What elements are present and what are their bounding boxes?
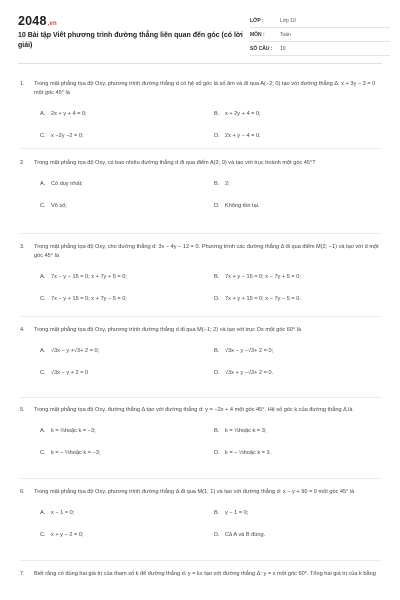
option-key: C.: [40, 203, 46, 209]
question-divider: [20, 148, 382, 149]
question-stem: [20, 326, 382, 335]
option-text: Vô số;: [51, 203, 67, 209]
option-text: 7x + y − 15 = 0; x − 7y + 5 = 0;: [225, 274, 301, 280]
meta-value: Toán: [280, 31, 291, 38]
option-key: B.: [214, 111, 220, 117]
option-text: Cả A và B đúng.: [225, 532, 266, 538]
option-key: B.: [214, 181, 220, 187]
option-key: B.: [214, 510, 220, 516]
question-number: 5.: [20, 407, 25, 413]
meta-row-count: [250, 42, 390, 56]
question-6: [20, 488, 382, 537]
option-a[interactable]: [40, 427, 200, 436]
question-divider: [20, 316, 382, 317]
option-b[interactable]: [214, 180, 374, 189]
meta-label: SỐ CÂU :: [250, 45, 273, 52]
question-stem: [20, 406, 382, 415]
option-b[interactable]: [214, 347, 374, 356]
question-stem: [20, 80, 382, 98]
option-c[interactable]: [40, 369, 200, 378]
meta-table: [250, 14, 390, 56]
option-text: 2x + y + 4 = 0;: [51, 111, 87, 117]
question-text: Trong mặt phẳng tọa độ Oxy, phương trình đường thẳng d có hệ số góc là số âm và đi qua A(−2; 0) tạo với đường thẳng Δ: x + 3y − 3 = 0 một góc 45° là: [34, 81, 376, 96]
option-key: D.: [214, 133, 220, 139]
option-text: √3x − y +√3+ 2 = 0;: [51, 348, 100, 354]
option-key: D.: [214, 450, 220, 456]
option-a[interactable]: [40, 273, 200, 282]
option-text: 7x − y − 15 = 0; x + 7y + 5 = 0;: [51, 274, 127, 280]
option-key: A.: [40, 181, 46, 187]
option-key: D.: [214, 203, 220, 209]
option-key: A.: [40, 428, 46, 434]
option-d[interactable]: [214, 369, 374, 378]
option-key: A.: [40, 510, 46, 516]
option-key: C.: [40, 296, 46, 302]
question-2: [20, 159, 382, 208]
option-key: B.: [214, 274, 220, 280]
question-text: Trong mặt phẳng tọa độ Oxy, cho đường thẳng d: 3x − 4y − 12 = 0. Phương trình các đường thẳng Δ đi qua điểm M(2; −1) và tạo với d một góc 45° là: [34, 244, 379, 259]
option-key: D.: [214, 532, 220, 538]
meta-row-class: [250, 14, 390, 28]
option-d[interactable]: [214, 202, 374, 211]
meta-label: MÔN :: [250, 31, 265, 38]
option-key: A.: [40, 111, 46, 117]
logo-suffix: .vn: [47, 21, 57, 27]
option-text: x + y − 2 = 0;: [51, 532, 84, 538]
option-c[interactable]: [40, 531, 200, 540]
option-text: y − 1 = 0;: [225, 510, 249, 516]
option-key: D.: [214, 296, 220, 302]
option-b[interactable]: [214, 273, 374, 282]
option-b[interactable]: [214, 427, 374, 436]
option-b[interactable]: [214, 509, 374, 518]
page-title: 10 Bài tập Viết phương trình đường thẳng liên quan đến góc (có lời giải): [18, 32, 243, 49]
option-key: B.: [214, 348, 220, 354]
option-c[interactable]: [40, 295, 200, 304]
question-divider: [20, 397, 382, 398]
question-number: 4.: [20, 327, 25, 333]
meta-value: Lớp 10: [280, 17, 296, 24]
question-stem: [20, 570, 382, 579]
question-3: [20, 243, 382, 301]
option-text: k = ⅓hoặc k = 3;: [225, 428, 267, 434]
question-divider: [20, 233, 382, 234]
option-text: 7x + y + 15 = 0; x − 7y − 5 = 0.: [225, 296, 301, 302]
option-a[interactable]: [40, 110, 200, 119]
question-number: 7.: [20, 571, 25, 577]
option-a[interactable]: [40, 509, 200, 518]
question-stem: [20, 159, 382, 168]
logo-text: 2048: [18, 14, 47, 28]
option-d[interactable]: [214, 449, 374, 458]
meta-label: LỚP :: [250, 17, 264, 24]
option-text: 2x + y − 4 = 0.: [225, 133, 261, 139]
option-d[interactable]: [214, 295, 374, 304]
option-text: Không tồn tại.: [225, 203, 260, 209]
question-text: Biết rằng có đúng hai giá trị của tham số k để đường thẳng d: y = kx tạo với đường thẳng Δ: y = x một góc 60°. Tổng hai giá trị của k bằng: [34, 571, 376, 577]
question-number: 2.: [20, 160, 25, 166]
question-number: 1.: [20, 81, 25, 87]
option-text: Có duy nhất;: [51, 181, 83, 187]
question-7: [20, 570, 382, 579]
site-logo[interactable]: [18, 14, 57, 28]
option-text: √3x − y −√3+ 2 = 0;: [225, 348, 274, 354]
option-c[interactable]: [40, 132, 200, 141]
option-text: k = − ⅓hoặc k = 3.: [225, 450, 272, 456]
question-text: Trong mặt phẳng tọa độ Oxy, phương trình đường thẳng d đi qua M(−1; 2) và tạo với trục Ox một góc 60° là: [34, 327, 302, 333]
option-text: x + 2y + 4 = 0;: [225, 111, 261, 117]
option-key: D.: [214, 370, 220, 376]
question-divider: [20, 478, 382, 479]
question-text: Trong mặt phẳng tọa độ Oxy, phương trình đường thẳng Δ đi qua M(1; 1) và tạo với đường thẳng d: x − y + 90 = 0 một góc 45° là: [34, 489, 355, 495]
option-d[interactable]: [214, 132, 374, 141]
question-stem: [20, 488, 382, 497]
option-b[interactable]: [214, 110, 374, 119]
option-text: √3x − y + 2 = 0: [51, 370, 89, 376]
meta-value: 10: [280, 45, 286, 52]
option-key: C.: [40, 133, 46, 139]
question-divider: [20, 560, 382, 561]
option-text: 7x − y + 15 = 0; x + 7y − 5 = 0;: [51, 296, 127, 302]
question-number: 3.: [20, 244, 25, 250]
question-4: [20, 326, 382, 375]
option-a[interactable]: [40, 347, 200, 356]
question-5: [20, 406, 382, 455]
option-key: B.: [214, 428, 220, 434]
option-key: C.: [40, 450, 46, 456]
question-text: Trong mặt phẳng tọa độ Oxy, có bao nhiêu đường thẳng d đi qua điểm A(2; 0) và tạo với trục hoành một góc 45°?: [34, 160, 316, 166]
option-c[interactable]: [40, 449, 200, 458]
option-text: x − 1 = 0;: [51, 510, 75, 516]
question-text: Trong mặt phẳng tọa độ Oxy, đường thẳng Δ tạo với đường thẳng d: y = −2x + 4 một góc 45°. Hệ số góc k của đường thẳng Δ là: [34, 407, 353, 413]
question-number: 6.: [20, 489, 25, 495]
option-text: √3x + y −√3+ 2 = 0.: [225, 370, 274, 376]
option-text: k = ⅓hoặc k = −3;: [51, 428, 96, 434]
option-text: k = − ⅓hoặc k = −3;: [51, 450, 101, 456]
option-a[interactable]: [40, 180, 200, 189]
question-stem: [20, 243, 382, 261]
option-key: C.: [40, 370, 46, 376]
option-text: 2;: [225, 181, 230, 187]
option-key: A.: [40, 274, 46, 280]
option-c[interactable]: [40, 202, 200, 211]
option-key: A.: [40, 348, 46, 354]
question-1: [20, 80, 382, 138]
option-text: x −2y −2 = 0;: [51, 133, 84, 139]
option-d[interactable]: [214, 531, 374, 540]
header-divider: [18, 63, 382, 64]
option-key: C.: [40, 532, 46, 538]
meta-row-subject: [250, 28, 390, 42]
